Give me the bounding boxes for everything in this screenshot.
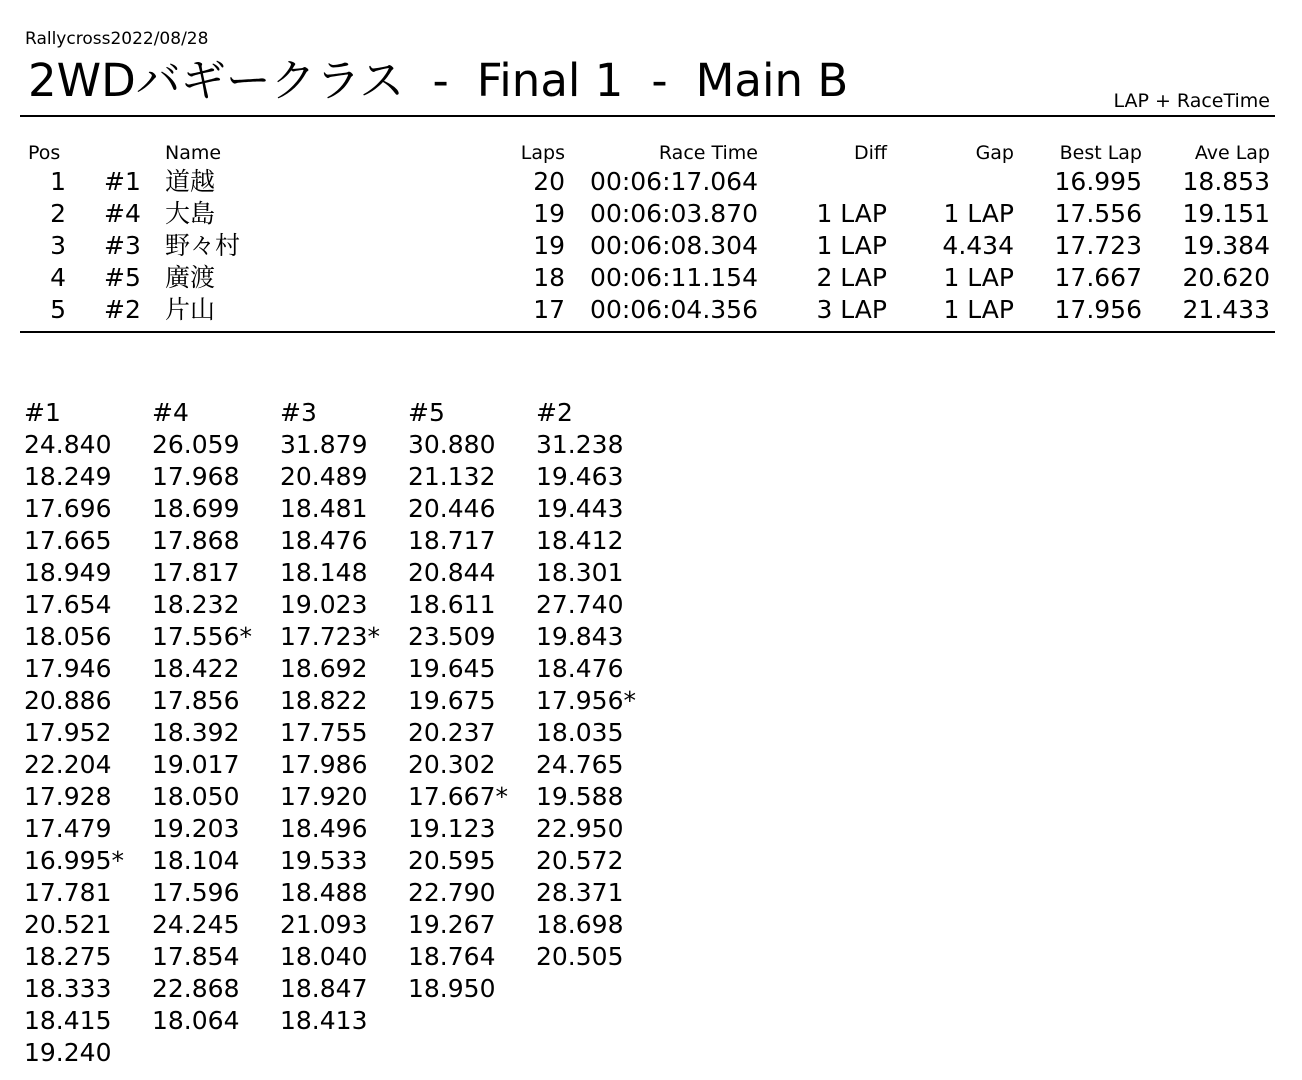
- lap-time-cell: 18.056: [24, 622, 112, 651]
- lap-column-header: #2: [536, 398, 573, 427]
- lap-time-cell: 20.521: [24, 910, 112, 939]
- lap-column: [152, 397, 280, 1037]
- lap-time-cell: 17.755: [280, 718, 368, 747]
- lap-time-cell: 17.556*: [152, 622, 252, 651]
- lap-time-cell: 18.412: [536, 526, 624, 555]
- lap-time-cell: 19.443: [536, 494, 624, 523]
- lap-time-cell: 19.267: [408, 910, 496, 939]
- lap-time-cell: 20.489: [280, 462, 368, 491]
- lap-time-cell: 17.781: [24, 878, 112, 907]
- lap-time-cell: 17.868: [152, 526, 240, 555]
- diff-cell: 3 LAP: [816, 295, 887, 324]
- lap-time-cell: 20.237: [408, 718, 496, 747]
- lap-time-cell: 22.868: [152, 974, 240, 1003]
- lap-time-cell: 17.665: [24, 526, 112, 555]
- lap-time-cell: 17.696: [24, 494, 112, 523]
- lap-time-cell: 18.950: [408, 974, 496, 1003]
- laps-cell: 17: [533, 295, 565, 324]
- table-row: [0, 230, 1302, 262]
- lap-time-cell: 24.245: [152, 910, 240, 939]
- lap-time-cell: 18.698: [536, 910, 624, 939]
- diff-cell: 1 LAP: [816, 231, 887, 260]
- lap-time-cell: 18.496: [280, 814, 368, 843]
- lap-time-cell: 17.920: [280, 782, 368, 811]
- top-divider: [20, 115, 1275, 117]
- lap-time-cell: 28.371: [536, 878, 624, 907]
- lap-time-cell: 20.446: [408, 494, 496, 523]
- lap-time-cell: 18.481: [280, 494, 368, 523]
- ave-lap-cell: 20.620: [1182, 263, 1270, 292]
- lap-time-cell: 19.463: [536, 462, 624, 491]
- lap-time-cell: 18.392: [152, 718, 240, 747]
- title-separator: -: [651, 54, 668, 107]
- lap-time-cell: 18.699: [152, 494, 240, 523]
- lap-time-cell: 18.476: [280, 526, 368, 555]
- lap-column-header: #1: [24, 398, 61, 427]
- lap-time-cell: 16.995*: [24, 846, 124, 875]
- lap-time-cell: 18.413: [280, 1006, 368, 1035]
- ave-lap-cell: 19.384: [1182, 231, 1270, 260]
- header-pos: Pos: [28, 142, 61, 164]
- lap-time-cell: 20.886: [24, 686, 112, 715]
- lap-time-cell: 18.422: [152, 654, 240, 683]
- lap-time-cell: 22.204: [24, 750, 112, 779]
- lap-time-cell: 30.880: [408, 430, 496, 459]
- header-gap: Gap: [975, 142, 1014, 164]
- lap-column: [536, 397, 664, 973]
- lap-time-cell: 17.856: [152, 686, 240, 715]
- lap-time-cell: 19.675: [408, 686, 496, 715]
- lap-column-header: #3: [280, 398, 317, 427]
- lap-time-cell: 19.017: [152, 750, 240, 779]
- ave-lap-cell: 21.433: [1182, 295, 1270, 324]
- lap-time-cell: 31.879: [280, 430, 368, 459]
- lap-time-cell: 23.509: [408, 622, 496, 651]
- race-time-cell: 00:06:08.304: [590, 231, 758, 260]
- lap-time-cell: 18.301: [536, 558, 624, 587]
- lap-time-cell: 26.059: [152, 430, 240, 459]
- car-number-cell: #2: [104, 295, 141, 324]
- lap-time-cell: 19.588: [536, 782, 624, 811]
- lap-time-cell: 18.476: [536, 654, 624, 683]
- driver-name-cell: 道越: [165, 167, 216, 196]
- lap-time-cell: 18.488: [280, 878, 368, 907]
- header-laps: Laps: [520, 142, 565, 164]
- laps-cell: 19: [533, 231, 565, 260]
- lap-time-cell: 27.740: [536, 590, 624, 619]
- lap-time-cell: 17.817: [152, 558, 240, 587]
- lap-time-cell: 17.667*: [408, 782, 508, 811]
- lap-time-cell: 31.238: [536, 430, 624, 459]
- lap-time-cell: 17.956*: [536, 686, 636, 715]
- lap-time-cell: 20.505: [536, 942, 624, 971]
- lap-time-cell: 24.840: [24, 430, 112, 459]
- lap-column-header: #5: [408, 398, 445, 427]
- diff-cell: 2 LAP: [816, 263, 887, 292]
- page-title: [28, 52, 848, 110]
- lap-time-cell: 21.132: [408, 462, 496, 491]
- pos-cell: 5: [50, 295, 66, 324]
- lap-time-cell: 20.595: [408, 846, 496, 875]
- ave-lap-cell: 18.853: [1182, 167, 1270, 196]
- gap-cell: 1 LAP: [943, 199, 1014, 228]
- lap-time-cell: 18.764: [408, 942, 496, 971]
- results-table: [0, 140, 1302, 326]
- lap-time-cell: 18.333: [24, 974, 112, 1003]
- table-row: [0, 198, 1302, 230]
- lap-time-cell: 18.249: [24, 462, 112, 491]
- race-time-cell: 00:06:03.870: [590, 199, 758, 228]
- lap-time-cell: 17.723*: [280, 622, 380, 651]
- driver-name-cell: 野々村: [165, 231, 241, 260]
- lap-time-cell: 17.986: [280, 750, 368, 779]
- lap-time-cell: 22.790: [408, 878, 496, 907]
- best-lap-cell: 17.556: [1054, 199, 1142, 228]
- car-number-cell: #1: [104, 167, 141, 196]
- race-time-cell: 00:06:11.154: [590, 263, 758, 292]
- lap-time-cell: 17.968: [152, 462, 240, 491]
- lap-time-cell: 19.023: [280, 590, 368, 619]
- lap-time-cell: 18.064: [152, 1006, 240, 1035]
- lap-time-cell: 20.572: [536, 846, 624, 875]
- table-row: [0, 262, 1302, 294]
- diff-cell: 1 LAP: [816, 199, 887, 228]
- lap-time-cell: 18.949: [24, 558, 112, 587]
- lap-time-cell: 18.050: [152, 782, 240, 811]
- lap-time-cell: 20.302: [408, 750, 496, 779]
- header-ave-lap: Ave Lap: [1194, 142, 1270, 164]
- scoring-mode: LAP + RaceTime: [1113, 90, 1270, 112]
- heat-name: Main B: [695, 54, 849, 107]
- lap-time-cell: 17.928: [24, 782, 112, 811]
- lap-column-header: #4: [152, 398, 189, 427]
- race-time-cell: 00:06:04.356: [590, 295, 758, 324]
- gap-cell: 4.434: [942, 231, 1014, 260]
- pos-cell: 4: [50, 263, 66, 292]
- best-lap-cell: 17.667: [1054, 263, 1142, 292]
- lap-time-cell: 19.645: [408, 654, 496, 683]
- driver-name-cell: 大島: [165, 199, 216, 228]
- pos-cell: 1: [50, 167, 66, 196]
- lap-time-cell: 18.415: [24, 1006, 112, 1035]
- lap-column: [280, 397, 408, 1037]
- lap-time-cell: 18.847: [280, 974, 368, 1003]
- driver-name-cell: 廣渡: [165, 263, 216, 292]
- class-name: 2WDバギークラス: [28, 54, 405, 107]
- lap-time-cell: 19.123: [408, 814, 496, 843]
- lap-time-cell: 17.946: [24, 654, 112, 683]
- best-lap-cell: 17.723: [1054, 231, 1142, 260]
- lap-time-cell: 18.148: [280, 558, 368, 587]
- event-title: Rallycross2022/08/28: [25, 29, 209, 49]
- laps-cell: 18: [533, 263, 565, 292]
- lap-time-cell: 19.203: [152, 814, 240, 843]
- race-time-cell: 00:06:17.064: [590, 167, 758, 196]
- laps-cell: 20: [533, 167, 565, 196]
- laps-cell: 19: [533, 199, 565, 228]
- lap-time-cell: 18.717: [408, 526, 496, 555]
- lap-time-cell: 17.854: [152, 942, 240, 971]
- pos-cell: 2: [50, 199, 66, 228]
- best-lap-cell: 17.956: [1054, 295, 1142, 324]
- lap-time-cell: 20.844: [408, 558, 496, 587]
- header-race-time: Race Time: [658, 142, 758, 164]
- lap-time-cell: 19.843: [536, 622, 624, 651]
- lap-time-cell: 18.104: [152, 846, 240, 875]
- lap-time-cell: 19.533: [280, 846, 368, 875]
- lap-time-cell: 18.822: [280, 686, 368, 715]
- header-name: Name: [165, 142, 222, 164]
- lap-time-cell: 18.035: [536, 718, 624, 747]
- table-row: [0, 294, 1302, 326]
- driver-name-cell: 片山: [165, 295, 216, 324]
- lap-time-cell: 17.596: [152, 878, 240, 907]
- lap-time-cell: 17.654: [24, 590, 112, 619]
- round-name: Final 1: [476, 54, 624, 107]
- title-separator: -: [432, 54, 449, 107]
- header-best-lap: Best Lap: [1059, 142, 1142, 164]
- lap-time-cell: 22.950: [536, 814, 624, 843]
- lap-time-cell: 19.240: [24, 1038, 112, 1067]
- lap-time-cell: 18.040: [280, 942, 368, 971]
- ave-lap-cell: 19.151: [1182, 199, 1270, 228]
- car-number-cell: #4: [104, 199, 141, 228]
- gap-cell: 1 LAP: [943, 295, 1014, 324]
- lap-time-cell: 18.275: [24, 942, 112, 971]
- lap-column: [24, 397, 152, 1069]
- best-lap-cell: 16.995: [1054, 167, 1142, 196]
- lap-column: [408, 397, 536, 1005]
- header-diff: Diff: [854, 142, 887, 164]
- lap-time-cell: 18.611: [408, 590, 496, 619]
- lap-time-cell: 17.479: [24, 814, 112, 843]
- bottom-divider: [20, 331, 1275, 333]
- pos-cell: 3: [50, 231, 66, 260]
- table-row: [0, 166, 1302, 198]
- lap-time-cell: 18.232: [152, 590, 240, 619]
- gap-cell: 1 LAP: [943, 263, 1014, 292]
- car-number-cell: #3: [104, 231, 141, 260]
- results-header-row: [0, 140, 1302, 166]
- car-number-cell: #5: [104, 263, 141, 292]
- lap-time-cell: 17.952: [24, 718, 112, 747]
- lap-time-cell: 24.765: [536, 750, 624, 779]
- lap-time-cell: 21.093: [280, 910, 368, 939]
- lap-time-cell: 18.692: [280, 654, 368, 683]
